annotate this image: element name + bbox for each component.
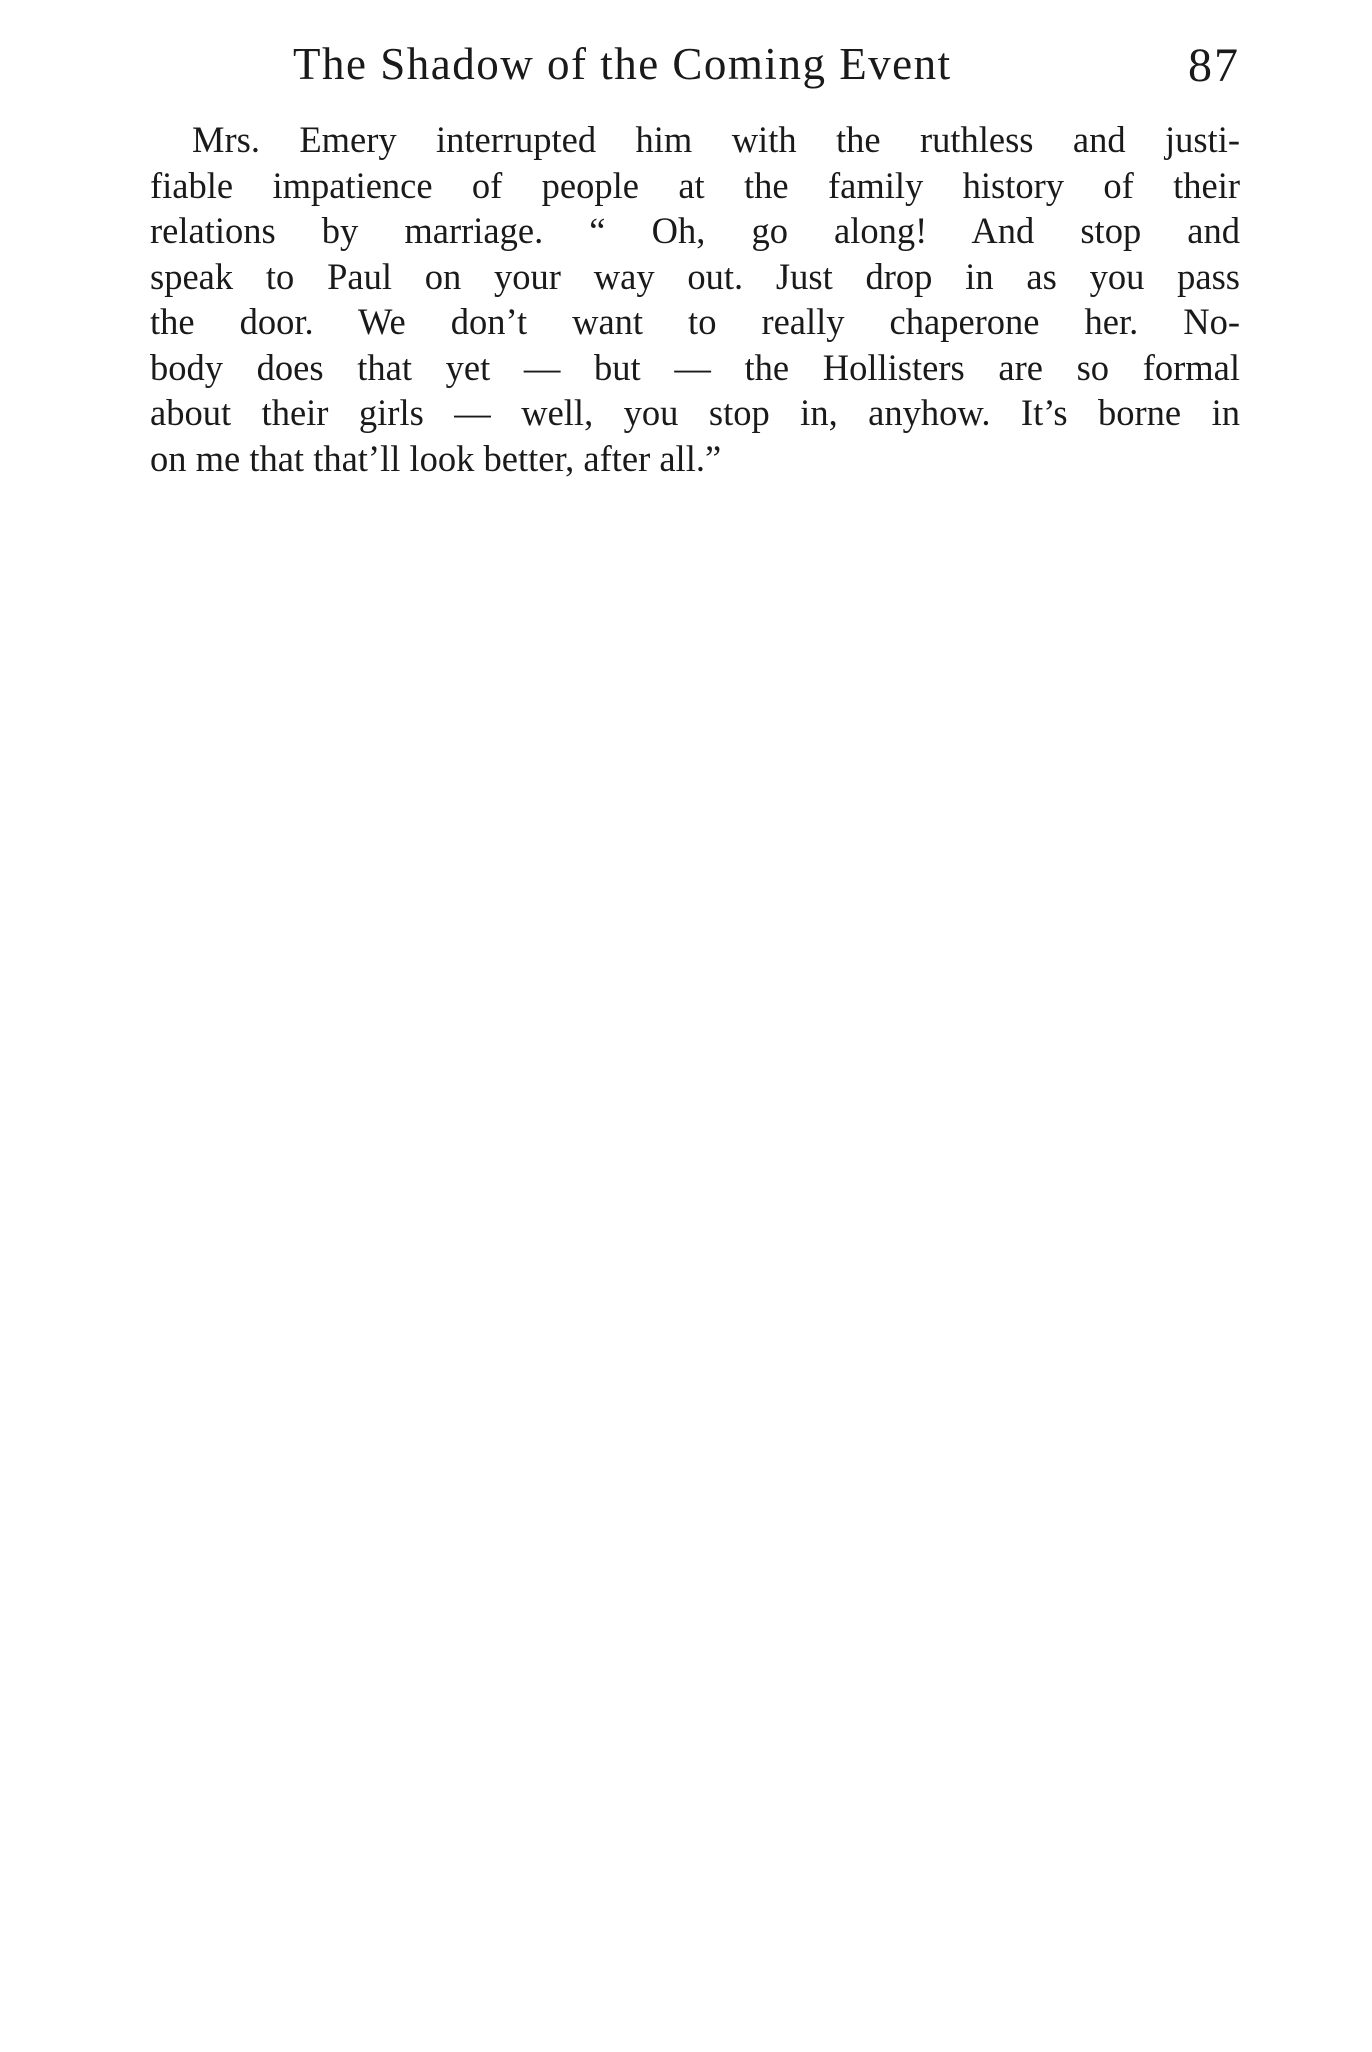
page-number: 87 [1188, 39, 1240, 92]
text-line: about their girls — well, you stop in, anyhow. It’s borne in [150, 392, 1240, 433]
text-line: on me that that’ll look better, after all.” [150, 437, 722, 479]
text-line: Mrs. Emery interrupted him with the ruthless and justi- [192, 119, 1240, 160]
body-paragraph [150, 117, 1240, 481]
running-head [150, 30, 1240, 100]
text-line: the door. We don’t want to really chaperone her. No- [150, 301, 1240, 342]
text-line: relations by marriage. “ Oh, go along! And stop and [150, 210, 1240, 251]
running-title: The Shadow of the Coming Event [293, 39, 952, 89]
text-line: speak to Paul on your way out. Just drop in as you pass [150, 255, 1240, 297]
text-line: fiable impatience of people at the family history of their [150, 164, 1240, 206]
text-line: body does that yet — but — the Hollisters are so formal [150, 346, 1240, 388]
